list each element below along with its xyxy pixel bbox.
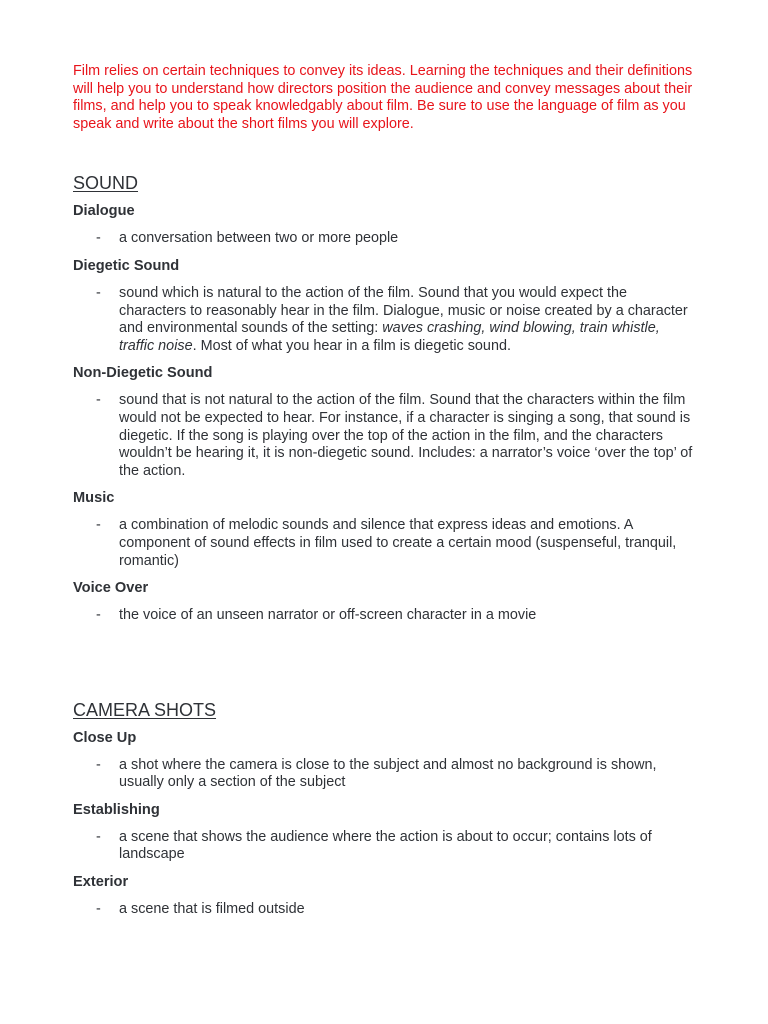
bullet-dash: -	[96, 901, 101, 918]
definition-item	[73, 285, 698, 355]
bullet-dash: -	[96, 607, 101, 624]
definition-item	[73, 829, 698, 864]
definition-item	[73, 757, 698, 792]
bullet-dash: -	[96, 230, 101, 247]
definition-italic-examples: waves crashing, wind blowing, train whistle, traffic noise	[119, 320, 660, 354]
definition-item	[73, 901, 698, 919]
term-dialogue: Dialogue	[73, 203, 135, 220]
definition-close-up: a shot where the camera is close to the subject and almost no background is shown, usually only a section of the subject	[119, 756, 657, 791]
definition-item	[73, 607, 698, 625]
bullet-dash: -	[96, 392, 101, 409]
term-exterior: Exterior	[73, 874, 129, 891]
bullet-dash: -	[96, 284, 101, 301]
term-voice-over: Voice Over	[73, 580, 149, 597]
intro-paragraph: Film relies on certain techniques to convey its ideas. Learning the techniques and their definitions will help you to understand how directors position the audience and convey messages about their films, and help you to speak knowledgably about film. Be sure to use the language of film as you speak and write about the short films you will explore.	[73, 63, 693, 132]
definition-text: . Most of what you hear in a film is diegetic sound.	[192, 337, 511, 354]
term-non-diegetic-sound: Non-Diegetic Sound	[73, 365, 213, 382]
definition-diegetic-sound	[119, 285, 698, 355]
definition-music: a combination of melodic sounds and silence that express ideas and emotions. A component of sound effects in film used to create a certain mood (suspenseful, tranquil, romantic)	[119, 517, 677, 569]
definition-item	[73, 230, 698, 248]
definition-non-diegetic-sound: sound that is not natural to the action of the film. Sound that the characters within the film would not be expected to hear. For instance, if a character is singing a song, that sound is diegetic. If the song is playing over the top of the action in the film, and the characters wouldn’t be hearing it, it is non-diegetic sound. Includes: a narrator’s voice ‘over the top’ of the action.	[119, 392, 693, 479]
camera-shots-section-heading: CAMERA SHOTS	[73, 699, 217, 720]
document-page	[73, 63, 698, 919]
definition-voice-over: the voice of an unseen narrator or off-screen character in a movie	[119, 607, 537, 624]
definition-item	[73, 392, 698, 480]
definition-text: sound which is natural to the action of the film. Sound that you would expect the characters to reasonably hear in the film. Dialogue, music or noise created by a character and environmental sounds of the setting:	[119, 284, 688, 337]
bullet-dash: -	[96, 517, 101, 534]
definition-dialogue: a conversation between two or more people	[119, 230, 399, 247]
bullet-dash: -	[96, 756, 101, 773]
term-diegetic-sound: Diegetic Sound	[73, 257, 180, 274]
term-music: Music	[73, 490, 115, 507]
definition-establishing: a scene that shows the audience where the action is about to occur; contains lots of landscape	[119, 828, 652, 863]
term-close-up: Close Up	[73, 729, 137, 746]
term-establishing: Establishing	[73, 801, 160, 818]
definition-item	[73, 517, 698, 570]
sound-section-heading: SOUND	[73, 173, 139, 194]
bullet-dash: -	[96, 828, 101, 845]
definition-exterior: a scene that is filmed outside	[119, 901, 305, 918]
